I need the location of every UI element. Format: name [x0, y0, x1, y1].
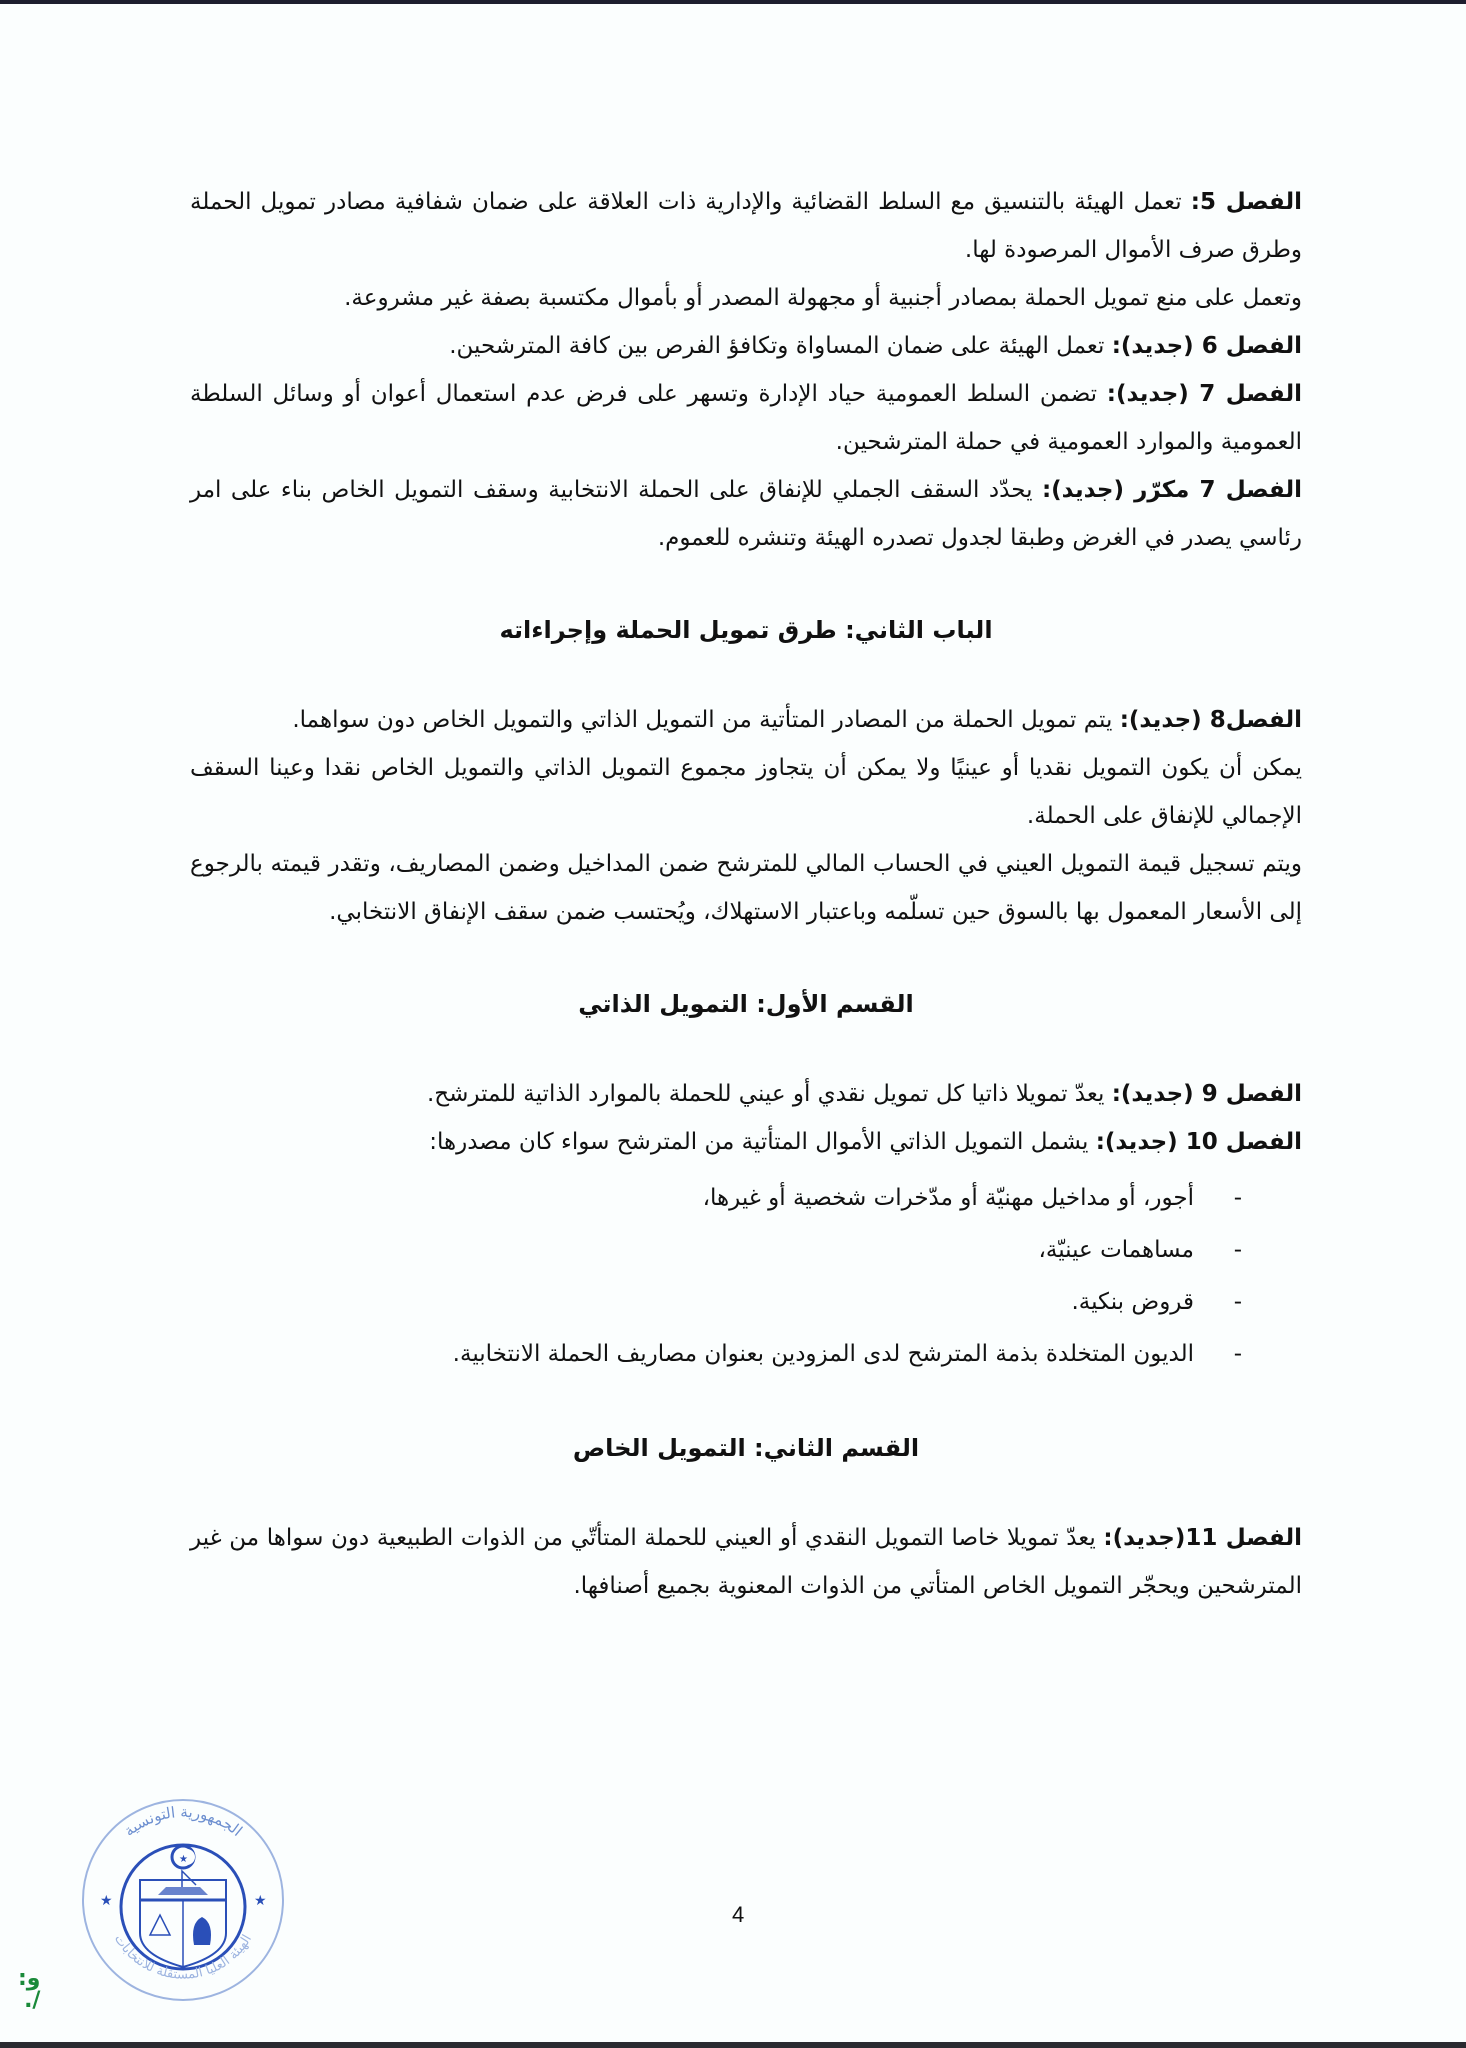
article-7 — [190, 370, 1302, 466]
list-item-text: الديون المتخلدة بذمة المترشح لدى المزودين بعنوان مصاريف الحملة الانتخابية. — [452, 1341, 1194, 1367]
article-label: الفصل 6 (جديد): — [1111, 333, 1302, 359]
section-1-heading: القسم الأول: التمويل الذاتي — [578, 990, 914, 1018]
handwritten-line-2: /. — [24, 1988, 41, 2013]
article-text: يحدّد السقف الجملي للإنفاق على الحملة الانتخابية وسقف التمويل الخاص بناء على امر رئاسي يصدر في الغرض وطبقا لجدول تصدره الهيئة وتنشره للعموم. — [190, 477, 1302, 551]
article-label: الفصل 7 (جديد): — [1106, 381, 1302, 407]
article-8-para-3 — [190, 840, 1302, 936]
article-text: يتم تمويل الحملة من المصادر المتأتية من التمويل الذاتي والتمويل الخاص دون سواهما. — [292, 707, 1120, 733]
article-11 — [190, 1514, 1302, 1610]
article-text: تعمل الهيئة بالتنسيق مع السلط القضائية والإدارية ذات العلاقة على ضمان شفافية مصادر تمويل الحملة وطرق صرف الأموال المرصودة لها. — [190, 189, 1302, 263]
article-label: الفصل 5: — [1190, 189, 1302, 215]
document-page — [190, 178, 1302, 1610]
list-item — [190, 1328, 1242, 1380]
article-text: يشمل التمويل الذاتي الأموال المتأتية من المترشح سواء كان مصدرها: — [429, 1129, 1096, 1155]
list-item — [190, 1224, 1242, 1276]
article-text: ويتم تسجيل قيمة التمويل العيني في الحساب المالي للمترشح ضمن المداخيل وضمن المصاريف، وتقدر قيمته بالرجوع إلى الأسعار المعمول بها بالسوق حين تسلّمه وباعتبار الاستهلاك، ويُحتسب ضمن سقف الإنفاق الانتخابي. — [190, 851, 1302, 925]
stamp-bottom-text: الهيئة العليا المستقلة للانتخابات — [110, 1931, 255, 1983]
coat-of-arms-icon — [140, 1846, 226, 1967]
article-7-bis — [190, 466, 1302, 562]
page-number: 4 — [732, 1902, 745, 1927]
dash-bullet-icon: - — [1233, 1237, 1242, 1263]
article-text: وتعمل على منع تمويل الحملة بمصادر أجنبية أو مجهولة المصدر أو بأموال مكتسبة بصفة غير مشروعة. — [344, 285, 1302, 311]
article-10 — [190, 1118, 1302, 1166]
article-text: يعدّ تمويلا ذاتيا كل تمويل نقدي أو عيني للحملة بالموارد الذاتية للمترشح. — [426, 1081, 1112, 1107]
article-text: تعمل الهيئة على ضمان المساواة وتكافؤ الفرص بين كافة المترشحين. — [449, 333, 1112, 359]
section-2-heading: القسم الثاني: التمويل الخاص — [572, 1434, 920, 1462]
stamp-star-left-icon: ★ — [100, 1893, 113, 1909]
dash-bullet-icon: - — [1233, 1185, 1242, 1211]
article-label: الفصل 7 مكرّر (جديد): — [1041, 477, 1303, 503]
list-item-text: أجور، أو مداخيل مهنيّة أو مدّخرات شخصية أو غيرها، — [702, 1185, 1194, 1211]
list-item-text: مساهمات عينيّة، — [1038, 1237, 1194, 1263]
article-text: يمكن أن يكون التمويل نقديا أو عينيًا ولا يمكن أن يتجاوز مجموع التمويل الذاتي والتمويل الخاص نقدا وعينا السقف الإجمالي للإنفاق على الحملة. — [190, 755, 1302, 829]
stamp-star-right-icon: ★ — [254, 1893, 267, 1909]
article-text: يعدّ تمويلا خاصا التمويل النقدي أو العيني للحملة المتأتّي من الذوات الطبيعية دون سواها من غير المترشحين ويحجّر التمويل الخاص المتأتي من الذوات المعنوية بجميع أصنافها. — [190, 1525, 1302, 1599]
article-text: تضمن السلط العمومية حياد الإدارة وتسهر على فرض عدم استعمال أعوان أو وسائل السلطة العمومية والموارد العمومية في حملة المترشحين. — [190, 381, 1302, 455]
article-9 — [190, 1070, 1302, 1118]
article-label: الفصل 9 (جديد): — [1111, 1081, 1302, 1107]
list-item — [190, 1276, 1242, 1328]
self-funding-sources-list — [190, 1172, 1302, 1380]
dash-bullet-icon: - — [1233, 1341, 1242, 1367]
handwritten-line-1: و: — [18, 1966, 41, 1991]
article-label: الفصل 10 (جديد): — [1095, 1129, 1302, 1155]
dash-bullet-icon: - — [1233, 1289, 1242, 1315]
official-stamp-icon — [78, 1795, 288, 2005]
list-item-text: قروض بنكية. — [1071, 1289, 1194, 1315]
article-5 — [190, 178, 1302, 274]
stamp-top-text: الجمهورية التونسية — [120, 1802, 246, 1840]
svg-text:★: ★ — [179, 1854, 188, 1865]
article-5-continuation — [190, 274, 1302, 322]
handwritten-initials — [18, 1968, 40, 2012]
article-6 — [190, 322, 1302, 370]
list-item — [190, 1172, 1242, 1224]
scan-top-edge — [0, 0, 1466, 4]
svg-text:الجمهورية التونسية — [120, 1803, 245, 1840]
scan-bottom-edge — [0, 2042, 1466, 2048]
article-label: الفصل 11(جديد): — [1103, 1525, 1302, 1551]
article-8 — [190, 696, 1302, 744]
article-label: الفصل8 (جديد): — [1119, 707, 1302, 733]
article-8-para-2 — [190, 744, 1302, 840]
chapter-heading: الباب الثاني: طرق تمويل الحملة وإجراءاته — [499, 616, 993, 644]
